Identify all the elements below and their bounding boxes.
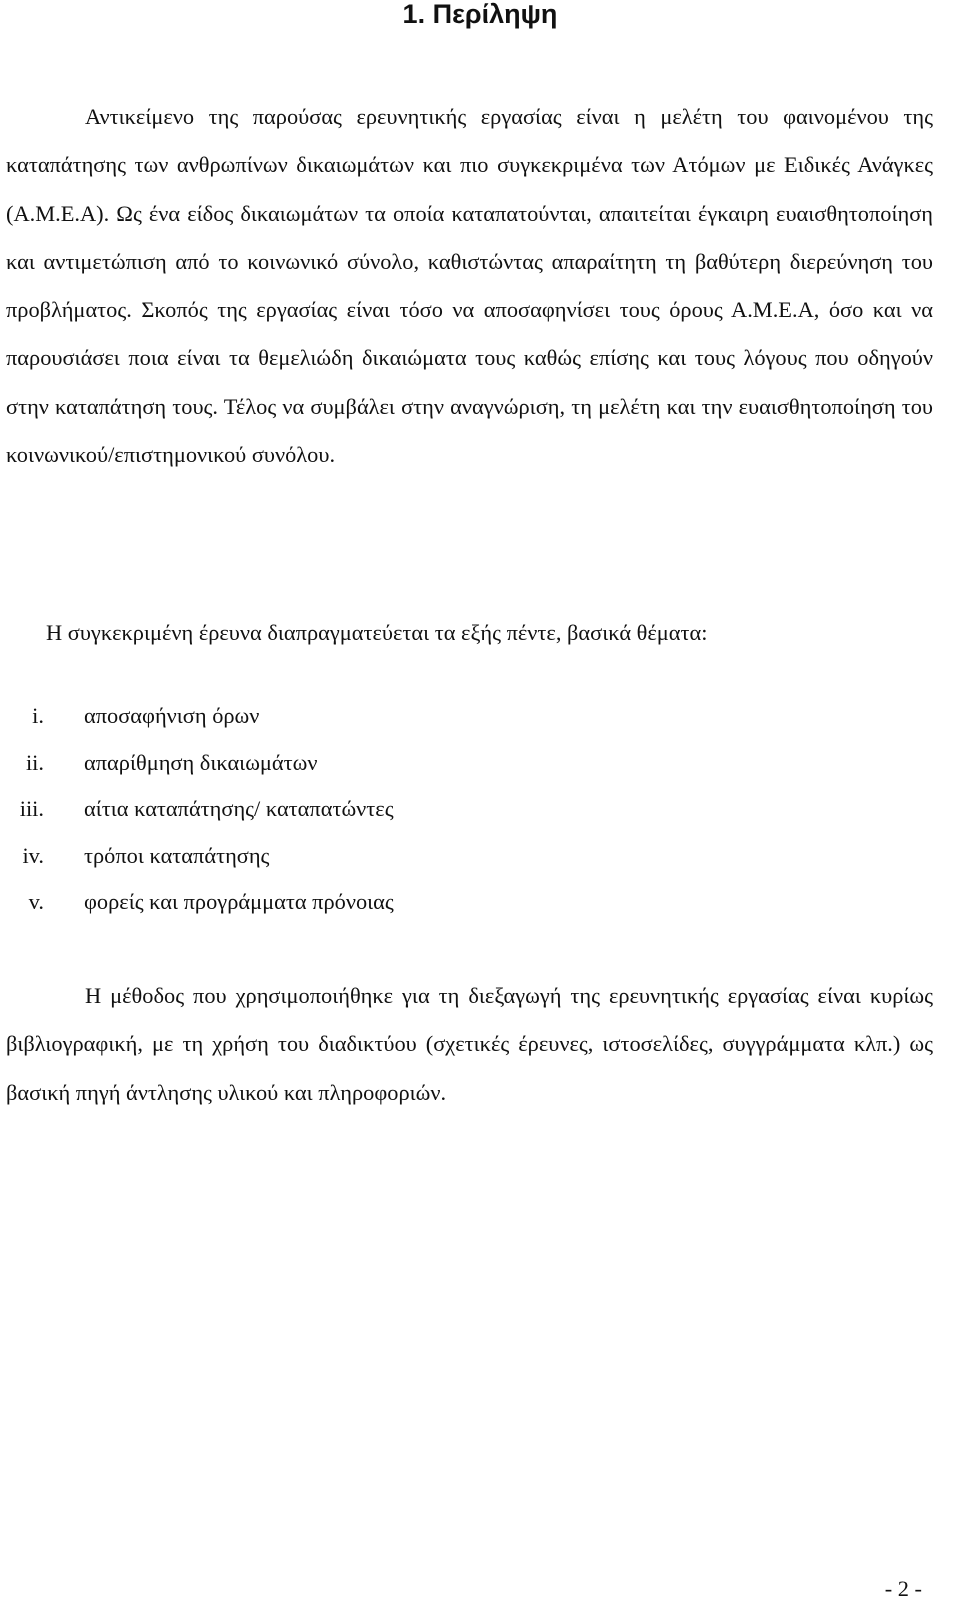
list-item-number: v.	[28, 889, 44, 915]
list-item-number: i.	[32, 703, 44, 728]
list-item-text: φορείς και προγράμματα πρόνοιας	[84, 889, 394, 915]
section-heading: 1. Περίληψη	[402, 0, 558, 29]
list-item-number: ii.	[25, 749, 44, 775]
list-item	[0, 840, 700, 887]
list-item-text: τρόποι καταπάτησης	[84, 842, 270, 868]
list-item-number: iv.	[22, 842, 44, 868]
methodology-paragraph-text: Η μέθοδος που χρησιμοποιήθηκε για τη διεξαγωγή της ερευνητικής εργασίας είναι κυρίως βιβλιογραφική, με τη χρήση του διαδικτύου (σχετικές έρευνες, ιστοσελίδες, συγγράμματα κλπ.) ως βασική πηγή άντλησης υλικού και πληροφοριών.	[6, 983, 933, 1105]
page-number: - 2 -	[884, 1576, 922, 1601]
list-item-number: iii.	[19, 796, 44, 822]
methodology-paragraph	[6, 972, 933, 1117]
list-item	[0, 886, 700, 933]
list-item	[0, 793, 700, 840]
list-item-text: αίτια καταπάτησης/ καταπατώντες	[84, 796, 394, 822]
abstract-paragraph-text: Αντικείμενο της παρούσας ερευνητικής εργασίας είναι η μελέτη του φαινομένου της καταπάτησης των ανθρωπίνων δικαιωμάτων και πιο συγκεκριμένα των Ατόμων με Ειδικές Ανάγκες (Α.Μ.Ε.Α). Ως ένα είδος δικαιωμάτων τα οποία καταπατούνται, απαιτείται έγκαιρη ευαισθητοποίηση και αντιμετώπιση από το κοινωνικό σύνολο, καθιστώντας απαραίτητη τη βαθύτερη διερεύνηση του προβλήματος. Σκοπός της εργασίας είναι τόσο να αποσαφηνίσει τους όρους Α.Μ.Ε.Α, όσο και να παρουσιάσει ποια είναι τα θεμελιώδη δικαιώματα τους καθώς επίσης και τους λόγους που οδηγούν στην καταπάτηση τους. Τέλος να συμβάλει στην αναγνώριση, τη μελέτη και την ευαισθητοποίηση του κοινωνικού/επιστημονικού συνόλου.	[6, 104, 933, 468]
list-item	[0, 747, 700, 794]
topics-intro: Η συγκεκριμένη έρευνα διαπραγματεύεται τα εξής πέντε, βασικά θέματα:	[46, 620, 708, 645]
abstract-paragraph	[6, 93, 933, 479]
list-item-text: απαρίθμηση δικαιωμάτων	[84, 749, 318, 775]
list-item-text: αποσαφήνιση όρων	[84, 703, 260, 728]
list-item	[0, 700, 700, 747]
topics-list	[0, 700, 700, 933]
